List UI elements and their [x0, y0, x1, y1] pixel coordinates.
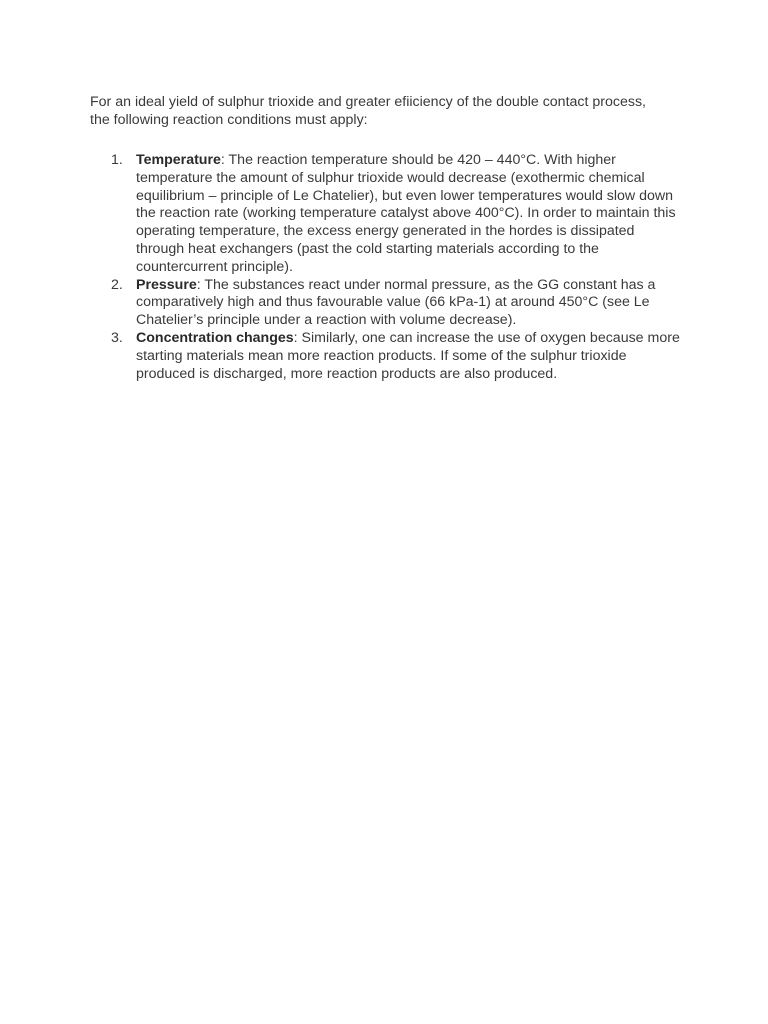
document-body	[90, 93, 690, 383]
list-number: 3.	[111, 329, 123, 346]
condition-term: Concentration changes	[136, 329, 294, 346]
reaction-conditions-list	[90, 152, 690, 383]
condition-item-temperature	[90, 152, 681, 277]
condition-item-pressure	[90, 277, 681, 330]
condition-term: Temperature	[136, 152, 221, 168]
list-number: 1.	[111, 152, 123, 168]
list-number: 2.	[111, 276, 123, 293]
condition-term: Pressure	[136, 276, 197, 293]
condition-text: : The substances react under normal pressure, as the GG constant has a comparatively high and thus favourable value (66 kPa-1) at around 450°C (see Le Chatelier’s principle under a reaction with volume decrease).	[136, 276, 656, 329]
intro-paragraph: For an ideal yield of sulphur trioxide and greater efiiciency of the double contact process, the following reaction conditions must apply:	[90, 94, 646, 128]
condition-text: : The reaction temperature should be 420 – 440°C. With higher temperature the amount of sulphur trioxide would decrease (exothermic chemical equilibrium – principle of Le Chatelier), but even lower temperatures would slow down the reaction rate (working temperature catalyst above 400°C). In order to maintain this operating temperature, the excess energy generated in the hordes is dissipated through heat exchangers (past the cold starting materials according to the countercurrent principle).	[136, 152, 676, 275]
condition-item-concentration	[90, 330, 681, 383]
condition-text: : Similarly, one can increase the use of oxygen because more starting materials mean more reaction products. If some of the sulphur trioxide produced is discharged, more reaction products are also produced.	[136, 329, 680, 382]
